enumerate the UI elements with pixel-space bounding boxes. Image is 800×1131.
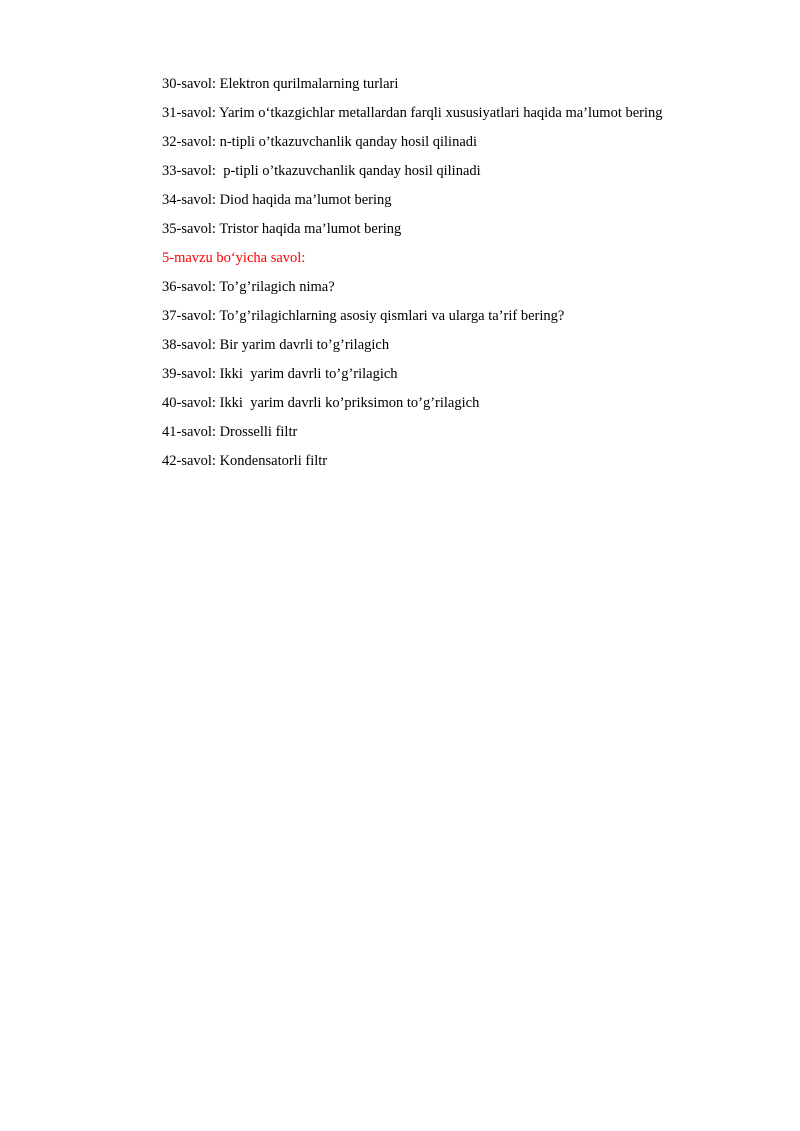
- question-37: 37-savol: To’g’rilagichlarning asosiy qismlari va ularga ta’rif bering?: [162, 308, 565, 324]
- question-31: 31-savol: Yarim o‘tkazgichlar metallardan farqli xususiyatlari haqida ma’lumot bering: [162, 105, 663, 121]
- question-38: 38-savol: Bir yarim davrli to’g’rilagich: [162, 337, 390, 353]
- question-32: 32-savol: n-tipli o’tkazuvchanlik qanday hosil qilinadi: [162, 134, 478, 150]
- question-36: 36-savol: To’g’rilagich nima?: [162, 279, 335, 295]
- question-42: 42-savol: Kondensatorli filtr: [162, 453, 328, 469]
- question-list: [162, 74, 782, 480]
- section-heading-topic-5: 5-mavzu bo‘yicha savol:: [162, 250, 306, 266]
- question-35: 35-savol: Tristor haqida ma’lumot bering: [162, 221, 402, 237]
- question-39: 39-savol: Ikki yarim davrli to’g’rilagich: [162, 366, 398, 382]
- question-40: 40-savol: Ikki yarim davrli ko’priksimon to’g’rilagich: [162, 395, 480, 411]
- question-34: 34-savol: Diod haqida ma’lumot bering: [162, 192, 392, 208]
- question-41: 41-savol: Drosselli filtr: [162, 424, 298, 440]
- question-33: 33-savol: p-tipli o’tkazuvchanlik qanday hosil qilinadi: [162, 163, 481, 179]
- question-30: 30-savol: Elektron qurilmalarning turlari: [162, 76, 399, 92]
